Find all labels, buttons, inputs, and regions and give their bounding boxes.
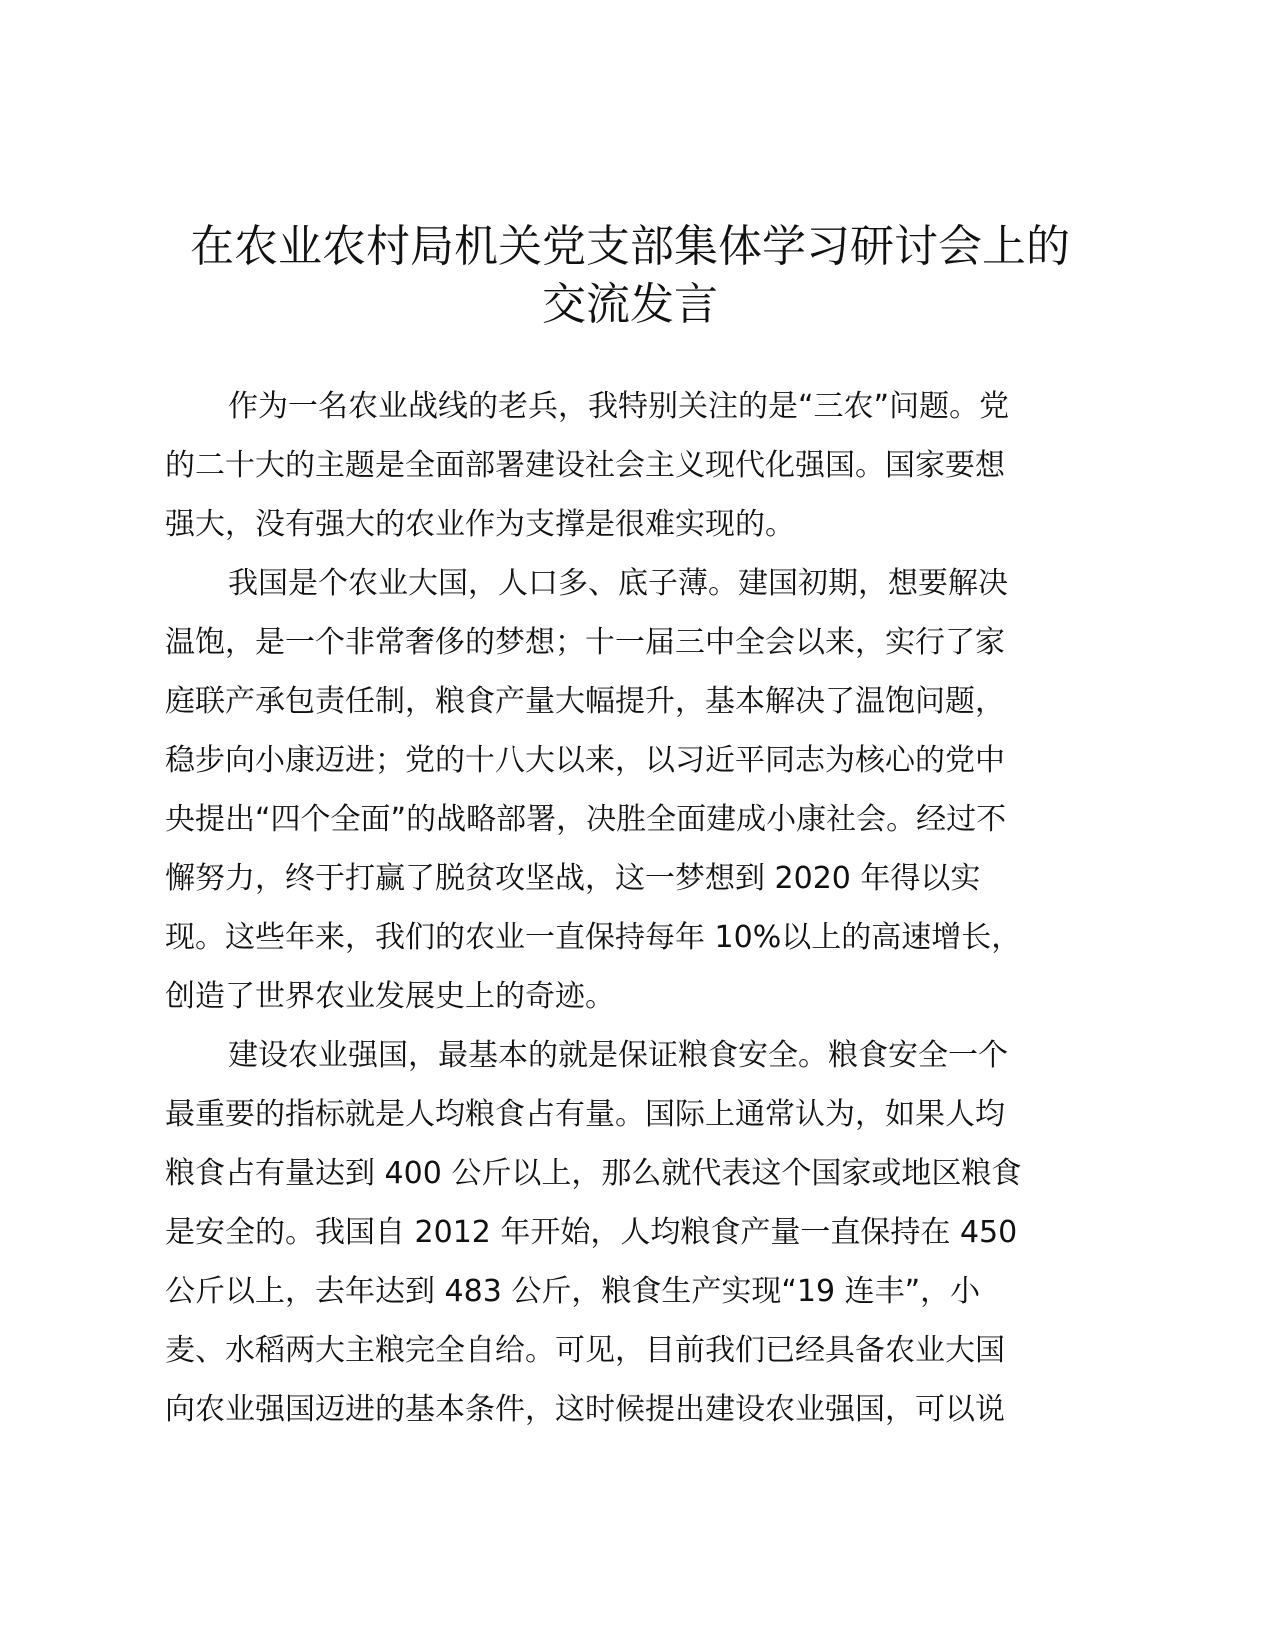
title-line: 交流发言	[542, 279, 718, 330]
title-line: 在农业农村局机关党支部集体学习研讨会上的	[190, 221, 1070, 272]
document-body	[165, 377, 1100, 1439]
paragraph-line: 央提出“四个全面”的战略部署，决胜全面建成小康社会。经过不	[165, 802, 1007, 837]
document-title	[160, 218, 1100, 334]
paragraph-line: 最重要的指标就是人均粮食占有量。国际上通常认为，如果人均	[165, 1097, 1005, 1132]
paragraph-line: 现。这些年来，我们的农业一直保持每年 10%以上的高速增长，	[165, 920, 1022, 955]
paragraph-history	[165, 554, 1100, 1026]
paragraph-line: 是安全的。我国自 2012 年开始，人均粮食产量一直保持在 450	[165, 1215, 1018, 1250]
paragraph-line: 建设农业强国，最基本的就是保证粮食安全。粮食安全一个	[228, 1038, 1008, 1073]
paragraph-line: 的二十大的主题是全面部署建设社会主义现代化强国。国家要想	[165, 448, 1005, 483]
paragraph-line: 强大，没有强大的农业作为支撑是很难实现的。	[165, 507, 795, 542]
paragraph-line: 创造了世界农业发展史上的奇迹。	[165, 979, 615, 1014]
paragraph-line: 懈努力，终于打赢了脱贫攻坚战，这一梦想到 2020 年得以实	[165, 861, 981, 896]
paragraph-line: 粮食占有量达到 400 公斤以上，那么就代表这个国家或地区粮食	[165, 1156, 1022, 1191]
paragraph-line: 我国是个农业大国，人口多、底子薄。建国初期，想要解决	[228, 566, 1008, 601]
paragraph-line: 向农业强国迈进的基本条件，这时候提出建设农业强国，可以说	[165, 1392, 1005, 1427]
paragraph-san-nong	[165, 377, 1100, 554]
paragraph-line: 温饱，是一个非常奢侈的梦想；十一届三中全会以来，实行了家	[165, 625, 1005, 660]
paragraph-line: 作为一名农业战线的老兵，我特别关注的是“三农”问题。党	[228, 389, 1010, 424]
paragraph-line: 庭联产承包责任制，粮食产量大幅提升，基本解决了温饱问题，	[165, 684, 1005, 719]
paragraph-food-security	[165, 1026, 1100, 1439]
paragraph-line: 稳步向小康迈进；党的十八大以来，以习近平同志为核心的党中	[165, 743, 1005, 778]
paragraph-line: 公斤以上，去年达到 483 公斤，粮食生产实现“19 连丰”，小	[165, 1274, 981, 1309]
paragraph-line: 麦、水稻两大主粮完全自给。可见，目前我们已经具备农业大国	[165, 1333, 1005, 1368]
